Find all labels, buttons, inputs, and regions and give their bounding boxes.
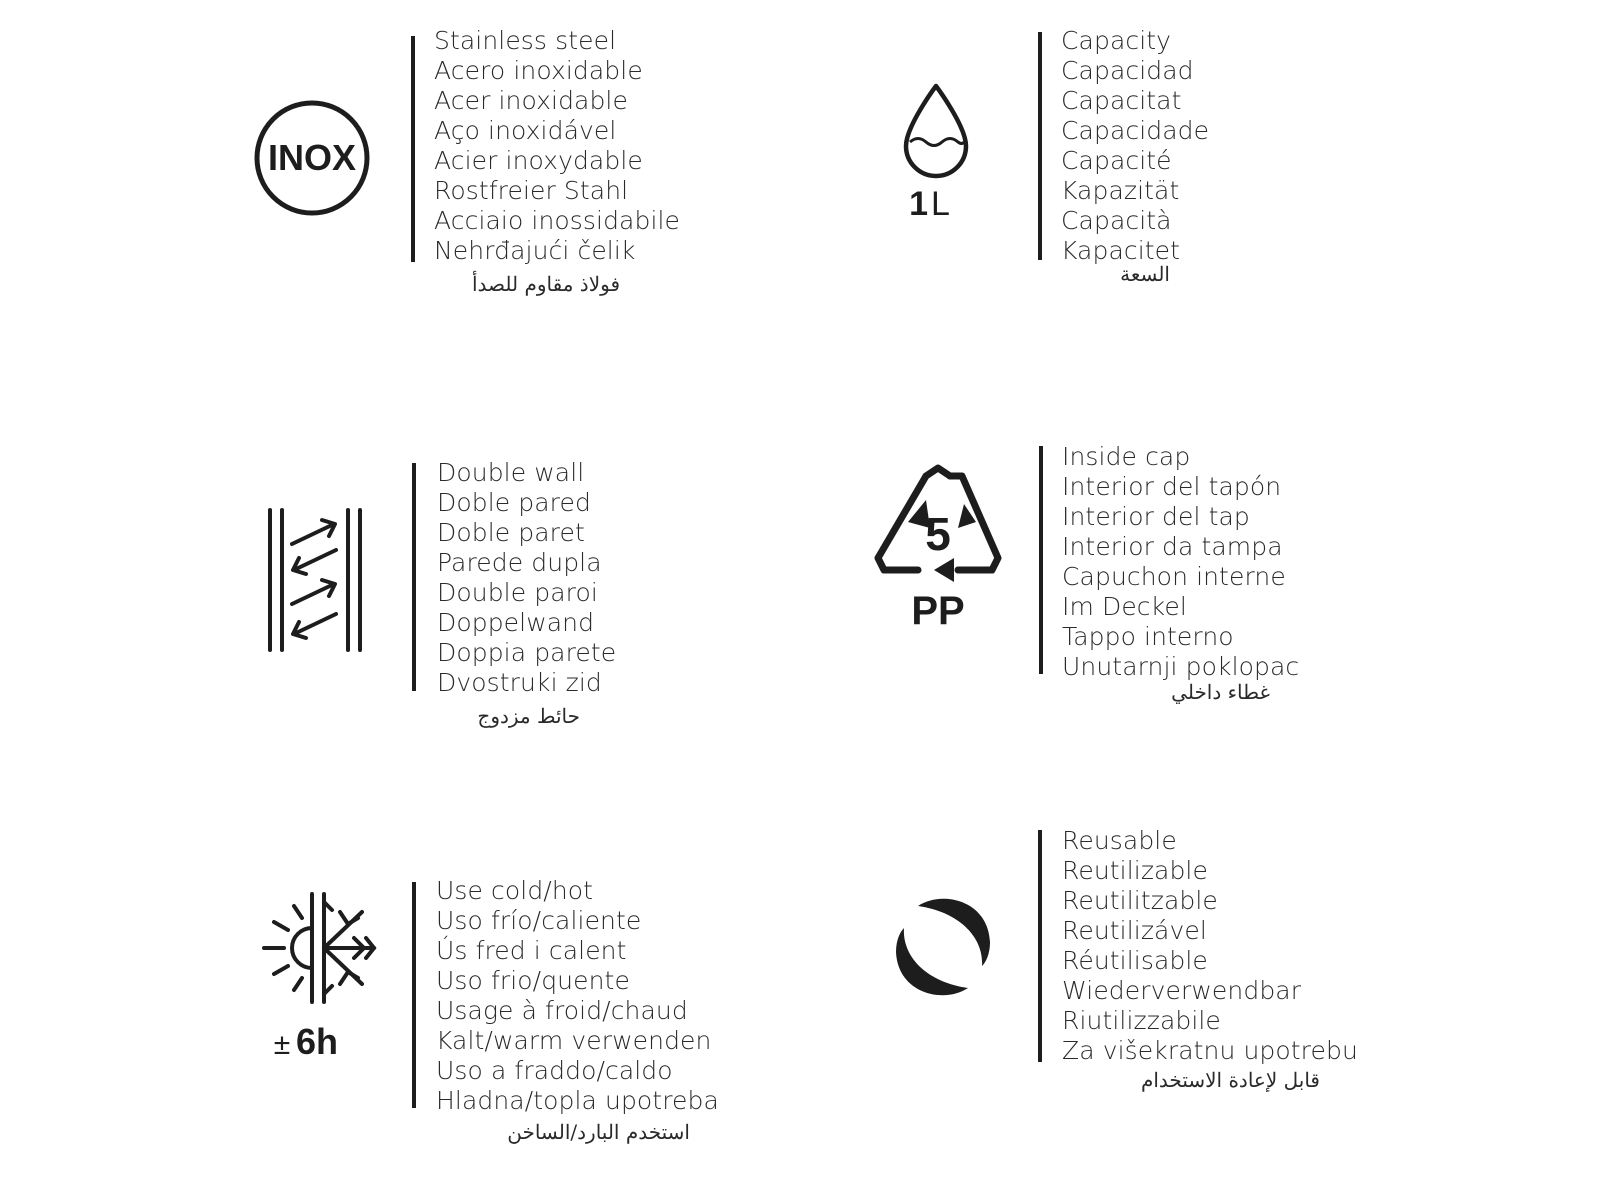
translation-line: Doble paret — [437, 518, 585, 547]
inox-label: INOX — [267, 137, 357, 178]
translations-list — [1061, 26, 1209, 266]
translation-line: Capuchon interne — [1062, 562, 1286, 591]
hours-label: 6h — [296, 1021, 339, 1062]
translation-line: Acero inoxidable — [434, 56, 643, 85]
reuse-cycle-icon — [888, 892, 998, 1002]
translation-line: Wiederverwendbar — [1062, 976, 1302, 1005]
translation-line: Doble pared — [437, 488, 591, 517]
plus-minus-sign: ± — [273, 1028, 291, 1061]
translation-line: Reusable — [1062, 826, 1177, 855]
water-drop-icon — [896, 82, 976, 226]
divider-bar — [411, 36, 415, 262]
translation-line: Double paroi — [437, 578, 598, 607]
translation-line: Kapacitet — [1061, 236, 1181, 265]
arabic-translation: قابل لإعادة الاستخدام — [1140, 1068, 1320, 1092]
divider-bar — [412, 882, 416, 1108]
translation-line: Capacité — [1061, 146, 1172, 175]
translation-line: Ús fred i calent — [436, 936, 627, 965]
translation-line: Parede dupla — [437, 548, 602, 577]
translation-line: Nehrđajući čelik — [434, 236, 636, 265]
translation-line: Aço inoxidável — [434, 116, 617, 145]
arabic-translation: السعة — [1120, 262, 1170, 286]
translation-line: Capacitat — [1061, 86, 1182, 115]
translation-line: Kapazität — [1061, 176, 1180, 205]
translation-line: Use cold/hot — [436, 876, 594, 905]
translations-list — [1062, 442, 1299, 682]
capacity-unit: L — [931, 185, 950, 223]
translation-line: Riutilizzabile — [1062, 1006, 1221, 1035]
inox-badge-icon — [252, 98, 372, 218]
translation-line: Doppelwand — [437, 608, 595, 637]
translation-line: Acciaio inossidabile — [434, 206, 681, 235]
translation-line: Capacidad — [1061, 56, 1194, 85]
divider-bar — [412, 463, 416, 691]
translations-list — [436, 876, 719, 1116]
arabic-translation: حائط مزدوج — [477, 704, 580, 728]
translation-line: Reutilizable — [1062, 856, 1208, 885]
arabic-translation: غطاء داخلي — [1171, 680, 1270, 704]
translation-line: Reutilizável — [1062, 916, 1207, 945]
recycle-material: PP — [911, 589, 965, 632]
translation-line: Reutilitzable — [1062, 886, 1218, 915]
translation-line: Stainless steel — [434, 26, 617, 55]
translation-line: Im Deckel — [1062, 592, 1187, 621]
translation-line: Interior del tap — [1062, 502, 1250, 531]
translation-line: Capacità — [1061, 206, 1172, 235]
translation-line: Hladna/topla upotreba — [436, 1086, 719, 1115]
translation-line: Uso frio/quente — [436, 966, 630, 995]
arabic-translation: فولاذ مقاوم للصدأ — [472, 272, 620, 296]
recycle-pp5-icon — [870, 462, 1006, 632]
translation-line: Doppia parete — [437, 638, 617, 667]
translation-line: Uso a fraddo/caldo — [436, 1056, 673, 1085]
translation-line: Unutarnji poklopac — [1062, 652, 1300, 681]
translation-line: Dvostruki zid — [437, 668, 602, 697]
translation-line: Rostfreier Stahl — [434, 176, 629, 205]
translation-line: Capacity — [1061, 26, 1172, 55]
divider-bar — [1039, 446, 1043, 674]
translations-list — [1062, 826, 1358, 1066]
sun-snowflake-icon — [258, 888, 382, 1068]
translation-line: Interior del tapón — [1062, 472, 1282, 501]
translation-line: Interior da tampa — [1062, 532, 1283, 561]
arabic-translation: استخدم البارد/الساخن — [507, 1120, 690, 1144]
divider-bar — [1038, 32, 1042, 260]
translation-line: Acier inoxydable — [434, 146, 643, 175]
translation-line: Uso frío/caliente — [436, 906, 642, 935]
translation-line: Acer inoxidable — [434, 86, 628, 115]
translation-line: Usage à froid/chaud — [436, 996, 688, 1025]
translations-list — [434, 26, 680, 266]
translation-line: Inside cap — [1062, 442, 1191, 471]
double-wall-icon — [262, 506, 368, 654]
recycle-number: 5 — [925, 508, 951, 560]
translation-line: Kalt/warm verwenden — [436, 1026, 712, 1055]
translation-line: Capacidade — [1061, 116, 1210, 145]
divider-bar — [1038, 830, 1042, 1062]
translation-line: Réutilisable — [1062, 946, 1208, 975]
translation-line: Za višekratnu upotrebu — [1062, 1036, 1358, 1065]
translations-list — [437, 458, 616, 698]
translation-line: Double wall — [437, 458, 585, 487]
translation-line: Tappo interno — [1062, 622, 1234, 651]
capacity-number: 1 — [909, 185, 928, 223]
